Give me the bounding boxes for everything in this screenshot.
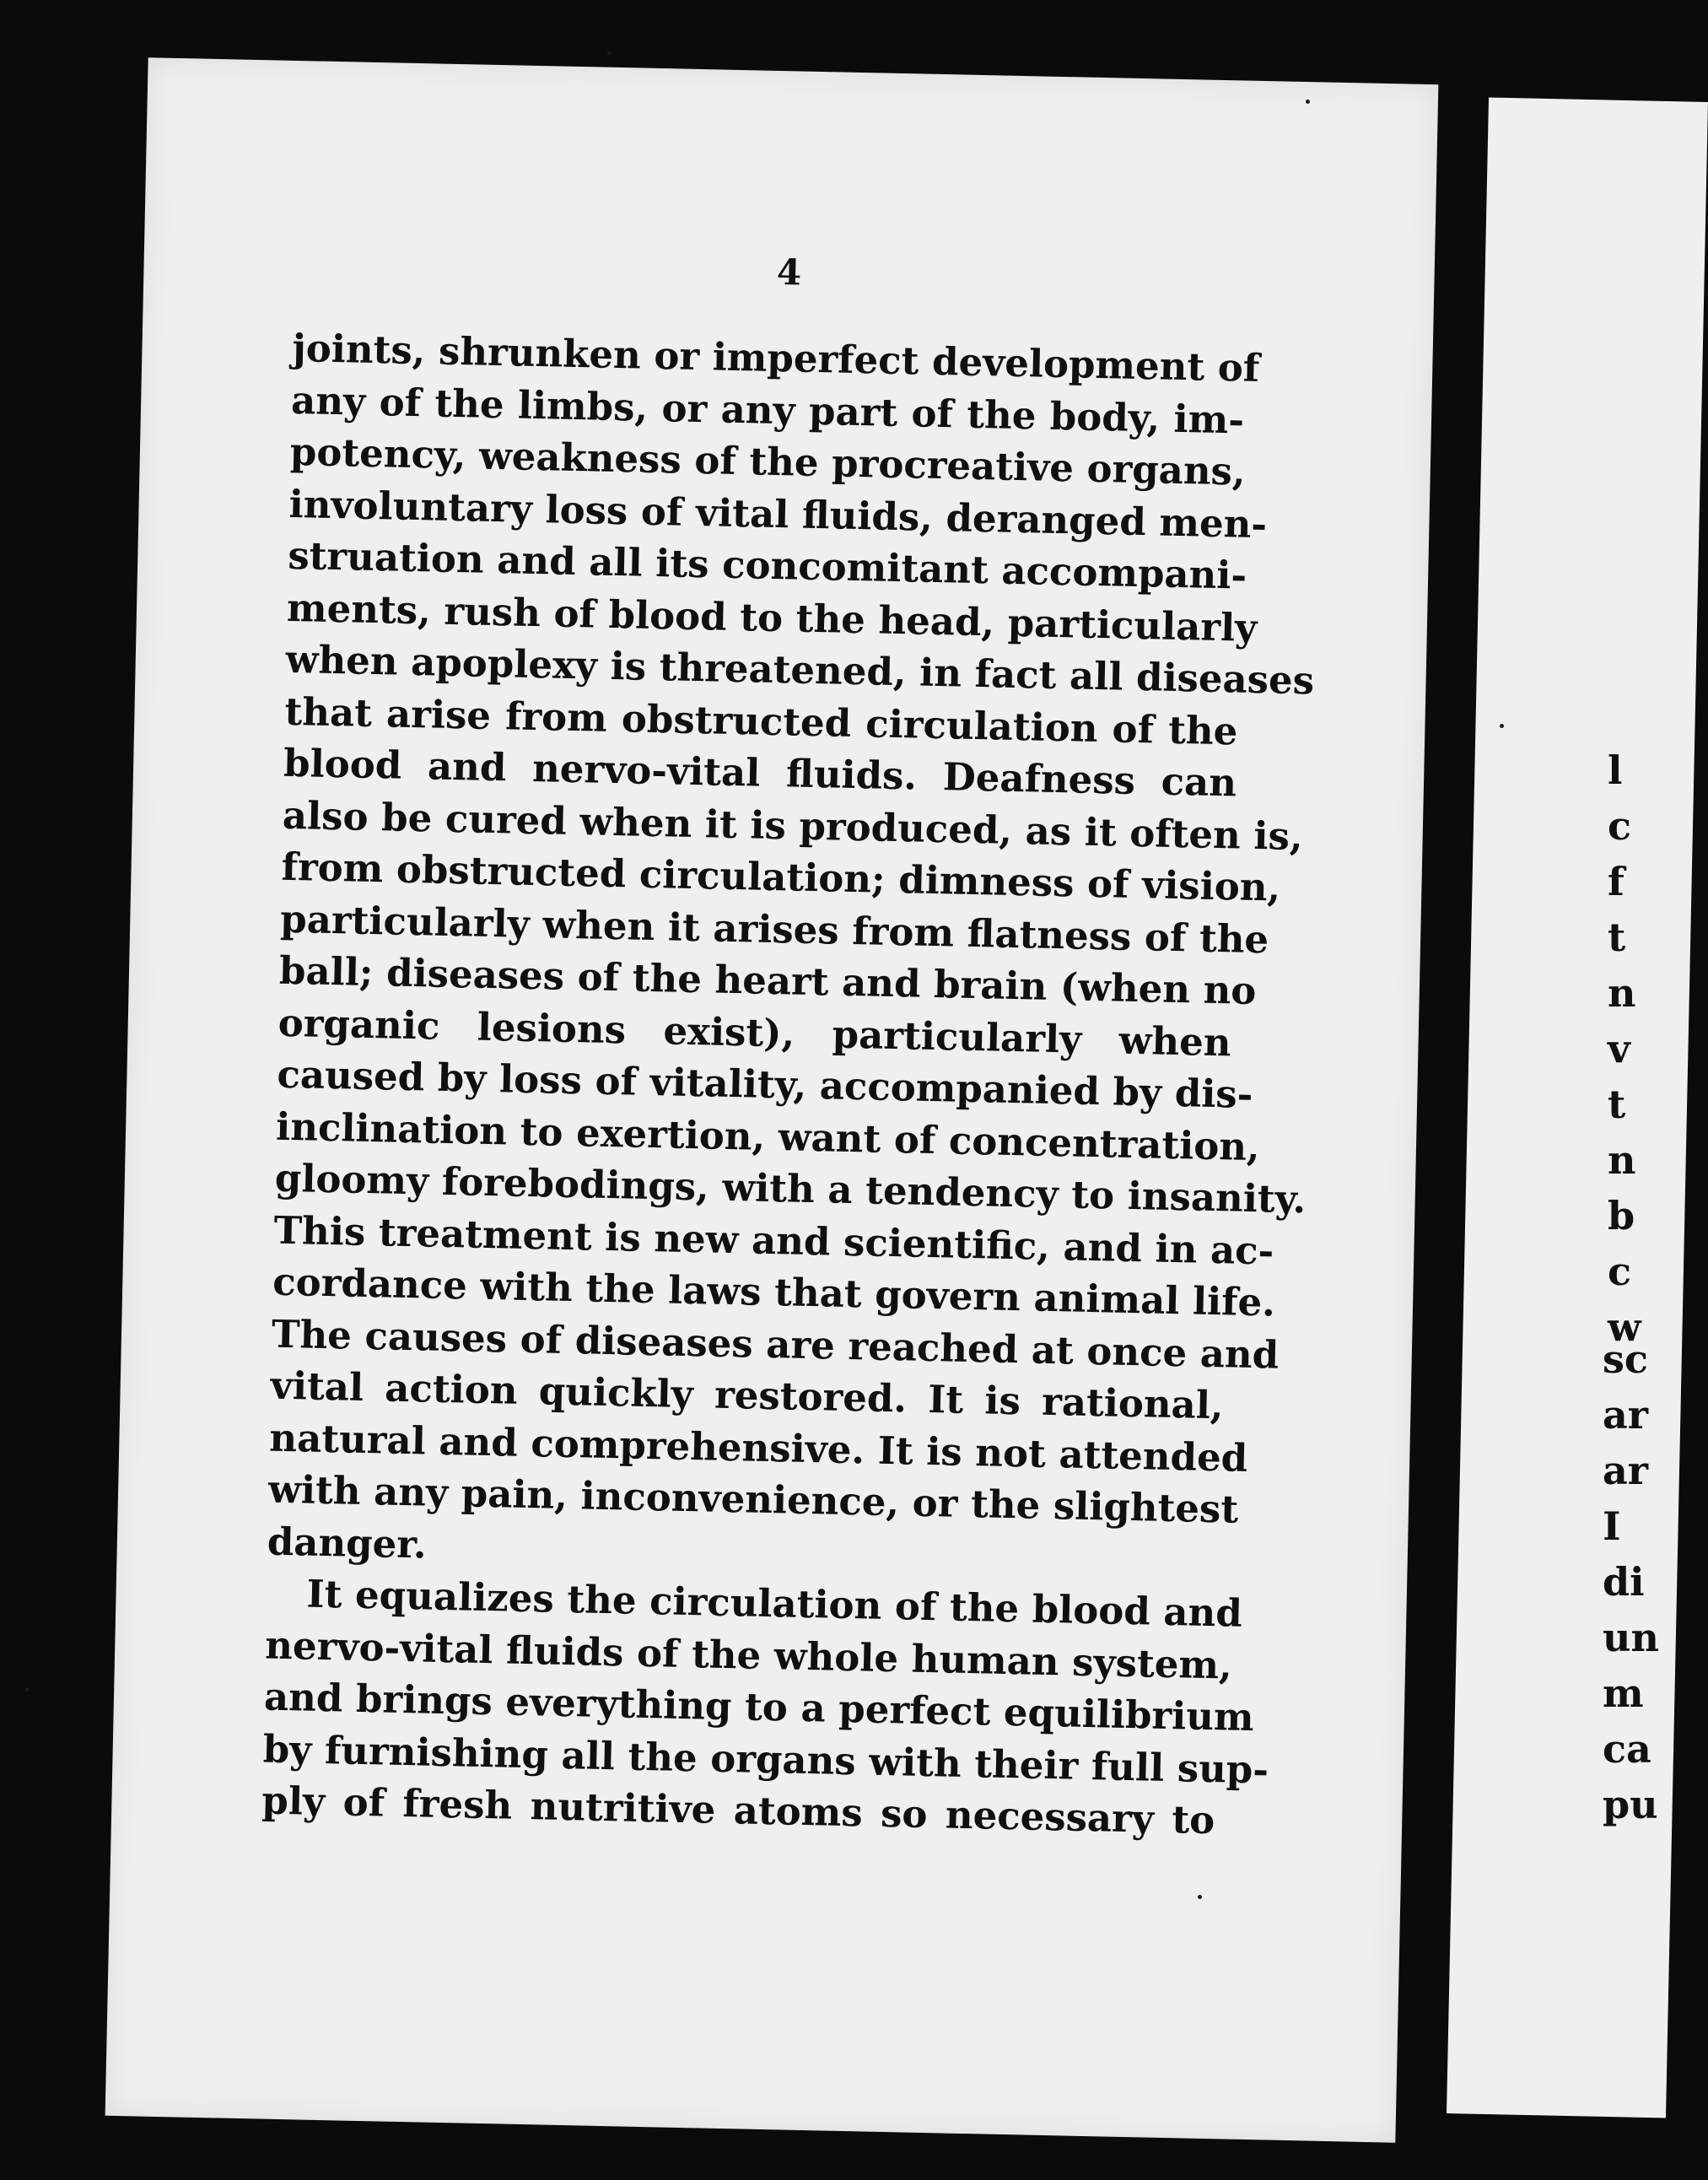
text-line: and brings everything to a perfect equilibrium [263, 1674, 1255, 1740]
facing-page-fragment: c [1608, 803, 1632, 849]
facing-page [1447, 98, 1708, 2118]
text-line: with any pain, inconvenience, or the slightest [267, 1466, 1239, 1532]
scan-speck [25, 1687, 30, 1692]
text-line: cordance with the laws that govern animal life. [272, 1259, 1276, 1325]
text-line: any of the limbs, or any part of the body, im- [290, 377, 1245, 443]
text-line: that arise from obstructed circulation of the [283, 688, 1238, 753]
text-line: ball; diseases of the heart and brain (when no [278, 947, 1257, 1013]
facing-page-fragment: sc [1603, 1336, 1648, 1382]
facing-page-fragment: ar [1603, 1448, 1649, 1493]
page-number: 4 [776, 251, 802, 294]
facing-page-fragment: ar [1603, 1392, 1649, 1438]
text-line: natural and comprehensive. It is not attended [268, 1415, 1248, 1481]
facing-page-fragment: n [1608, 970, 1636, 1016]
facing-page-fragment: m [1603, 1670, 1644, 1716]
text-line: organic lesions exist), particularly when [277, 1000, 1232, 1065]
text-line: ply of fresh nutritive atoms so necessary to [261, 1778, 1215, 1843]
text-line: from obstructed circulation; dimness of vision, [281, 844, 1281, 910]
text-line: also be cured when it is produced, as it often is, [282, 792, 1304, 859]
facing-page-fragment: v [1608, 1026, 1630, 1071]
text-line: particularly when it arises from flatness of the [279, 896, 1269, 962]
text-line: This treatment is new and scientific, and in ac- [273, 1207, 1274, 1273]
text-line: vital action quickly restored. It is rational, [270, 1362, 1225, 1428]
scan-speck [607, 51, 612, 55]
text-line: inclination to exertion, want of concentration, [275, 1103, 1261, 1169]
facing-page-fragment: b [1608, 1193, 1635, 1238]
text-line: caused by loss of vitality, accompanied by dis- [276, 1051, 1253, 1117]
facing-page-fragment: n [1608, 1137, 1636, 1183]
facing-page-fragment: I [1603, 1503, 1621, 1549]
text-line: ments, rush of blood to the head, particularly [286, 585, 1258, 650]
facing-page-fragment: un [1603, 1615, 1659, 1660]
facing-page-fragment: l [1608, 747, 1623, 793]
text-line: It equalizes the circulation of the blood and [306, 1571, 1243, 1636]
text-line: by furnishing all the organs with their full sup- [262, 1726, 1269, 1793]
scan-speck [1500, 724, 1504, 728]
facing-page-fragment: w [1608, 1304, 1641, 1350]
text-line: nervo-vital fluids of the whole human system, [264, 1622, 1233, 1688]
text-line: blood and nervo-vital fluids. Deafness can [283, 740, 1237, 806]
facing-page-fragment: t [1608, 1082, 1626, 1127]
facing-page-fragments-upper [1608, 742, 1641, 1355]
text-line: potency, weakness of the procreative organs, [289, 429, 1247, 494]
text-line: joints, shrunken or imperfect development of [291, 325, 1260, 391]
text-line: when apoplexy is threatened, in fact all diseases [285, 636, 1315, 704]
facing-page-fragment: ca [1603, 1726, 1651, 1772]
body-text [261, 322, 1315, 1847]
text-line: gloomy forebodings, with a tendency to insanity. [274, 1155, 1307, 1222]
facing-page-fragment: c [1608, 1249, 1632, 1294]
text-line: The causes of diseases are reached at once and [271, 1311, 1280, 1378]
scan-speck [1198, 1895, 1202, 1899]
text-line: danger. [267, 1519, 428, 1568]
facing-page-fragment: pu [1603, 1782, 1658, 1827]
facing-page-fragment: di [1603, 1559, 1645, 1605]
facing-page-fragment: t [1608, 915, 1626, 960]
text-line: involuntary loss of vital fluids, deranged men- [288, 481, 1268, 547]
facing-page-fragments-lower [1603, 1331, 1659, 1832]
book-page [105, 57, 1439, 2143]
text-line: struation and all its concomitant accompani- [287, 532, 1247, 598]
scan-speck [1306, 100, 1310, 104]
facing-page-fragment: f [1608, 859, 1624, 904]
